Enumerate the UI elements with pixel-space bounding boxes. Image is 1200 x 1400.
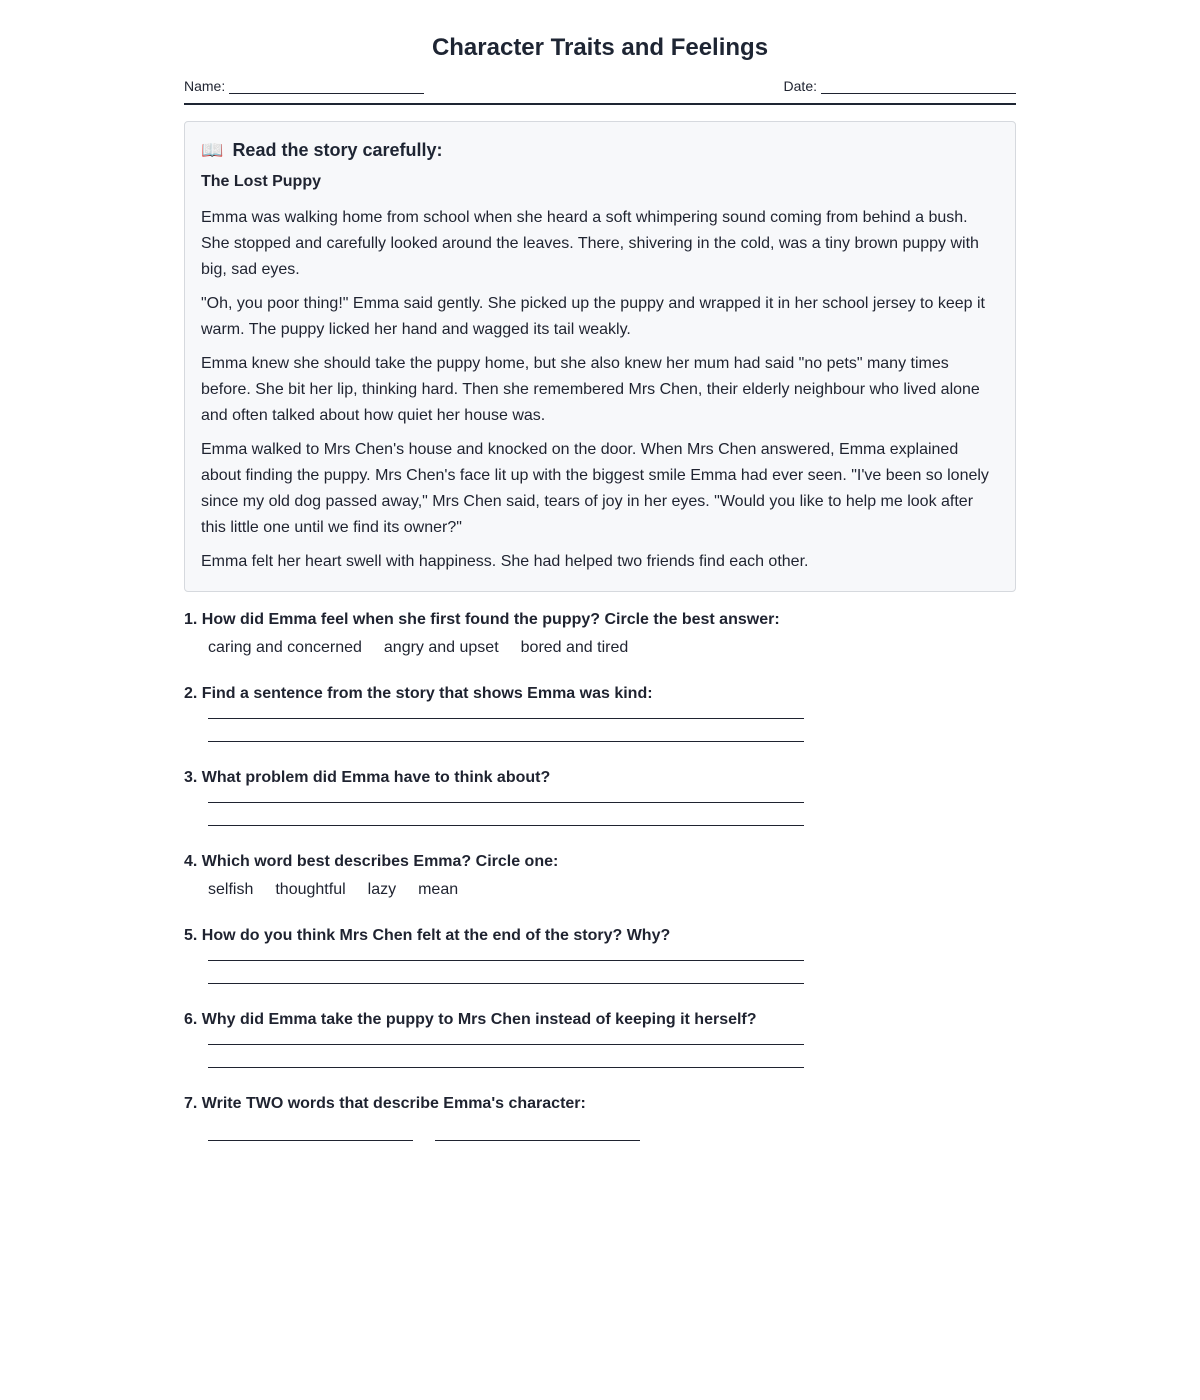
question-text: 3. What problem did Emma have to think about? xyxy=(184,769,551,786)
answer-line[interactable] xyxy=(208,960,804,961)
page-title: Character Traits and Feelings xyxy=(431,34,769,61)
worksheet-page xyxy=(184,0,1016,1141)
question-2 xyxy=(184,684,1016,742)
answer-line[interactable] xyxy=(208,825,804,826)
answer-lines xyxy=(208,718,1016,742)
answer-line[interactable] xyxy=(208,1067,804,1068)
question-3 xyxy=(184,768,1016,826)
name-blank[interactable] xyxy=(229,79,424,94)
question-text: 1. How did Emma feel when she first found the puppy? Circle the best answer: xyxy=(184,611,780,628)
word-blank[interactable] xyxy=(208,1130,413,1141)
answer-option[interactable]: bored and tired xyxy=(520,639,629,656)
answer-option[interactable]: caring and concerned xyxy=(208,639,362,656)
answer-line[interactable] xyxy=(208,741,804,742)
date-blank[interactable] xyxy=(821,79,1016,94)
date-label: Date: xyxy=(783,78,817,94)
story-heading-text: Read the story carefully: xyxy=(232,140,443,160)
question-text: 6. Why did Emma take the puppy to Mrs Chen instead of keeping it herself? xyxy=(184,1011,757,1028)
story-paragraph: "Oh, you poor thing!" Emma said gently. She picked up the puppy and wrapped it in her school jersey to keep it warm. The puppy licked her hand and wagged its tail weakly. xyxy=(201,295,985,338)
answer-lines xyxy=(208,802,1016,826)
header-row xyxy=(184,78,1016,105)
story-paragraph: Emma walked to Mrs Chen's house and knocked on the door. When Mrs Chen answered, Emma explained about finding the puppy. Mrs Chen's face lit up with the biggest smile Emma had ever seen. "I've been so lonely since my old dog passed away," Mrs Chen said, tears of joy in her eyes. "Would you like to help me look after this little one until we find its owner?" xyxy=(201,441,989,536)
question-text: 7. Write TWO words that describe Emma's character: xyxy=(184,1095,586,1112)
answer-line[interactable] xyxy=(208,983,804,984)
answer-options xyxy=(208,880,1016,900)
question-6 xyxy=(184,1010,1016,1068)
question-7 xyxy=(184,1094,1016,1141)
question-1 xyxy=(184,610,1016,658)
story-paragraph: Emma felt her heart swell with happiness. She had helped two friends find each other. xyxy=(201,553,809,570)
answer-option[interactable]: lazy xyxy=(367,881,397,898)
date-field xyxy=(784,78,1016,94)
story-paragraph: Emma was walking home from school when she heard a soft whimpering sound coming from behind a bush. She stopped and carefully looked around the leaves. There, shivering in the cold, was a tiny brown puppy with big, sad eyes. xyxy=(201,209,979,278)
answer-option[interactable]: selfish xyxy=(208,881,254,898)
answer-lines xyxy=(208,1044,1016,1068)
story-title: The Lost Puppy xyxy=(201,173,321,190)
answer-line[interactable] xyxy=(208,1044,804,1045)
answer-options xyxy=(208,638,1016,658)
question-4 xyxy=(184,852,1016,900)
story-heading xyxy=(201,140,999,161)
answer-line[interactable] xyxy=(208,718,804,719)
answer-line[interactable] xyxy=(208,802,804,803)
answer-option[interactable]: mean xyxy=(418,881,459,898)
question-text: 2. Find a sentence from the story that shows Emma was kind: xyxy=(184,685,653,702)
name-label: Name: xyxy=(184,78,226,94)
questions-section xyxy=(184,610,1016,1141)
word-blanks xyxy=(208,1130,1016,1141)
name-field xyxy=(184,78,424,94)
answer-option[interactable]: angry and upset xyxy=(383,639,499,656)
answer-lines xyxy=(208,960,1016,984)
word-blank[interactable] xyxy=(435,1130,640,1141)
question-5 xyxy=(184,926,1016,984)
question-text: 4. Which word best describes Emma? Circle one: xyxy=(184,853,559,870)
story-box xyxy=(184,121,1016,592)
question-text: 5. How do you think Mrs Chen felt at the end of the story? Why? xyxy=(184,927,671,944)
book-icon: 📖 xyxy=(201,140,224,160)
story-paragraph: Emma knew she should take the puppy home, but she also knew her mum had said "no pets" many times before. She bit her lip, thinking hard. Then she remembered Mrs Chen, their elderly neighbour who lived alone and often talked about how quiet her house was. xyxy=(201,355,980,424)
answer-option[interactable]: thoughtful xyxy=(275,881,346,898)
